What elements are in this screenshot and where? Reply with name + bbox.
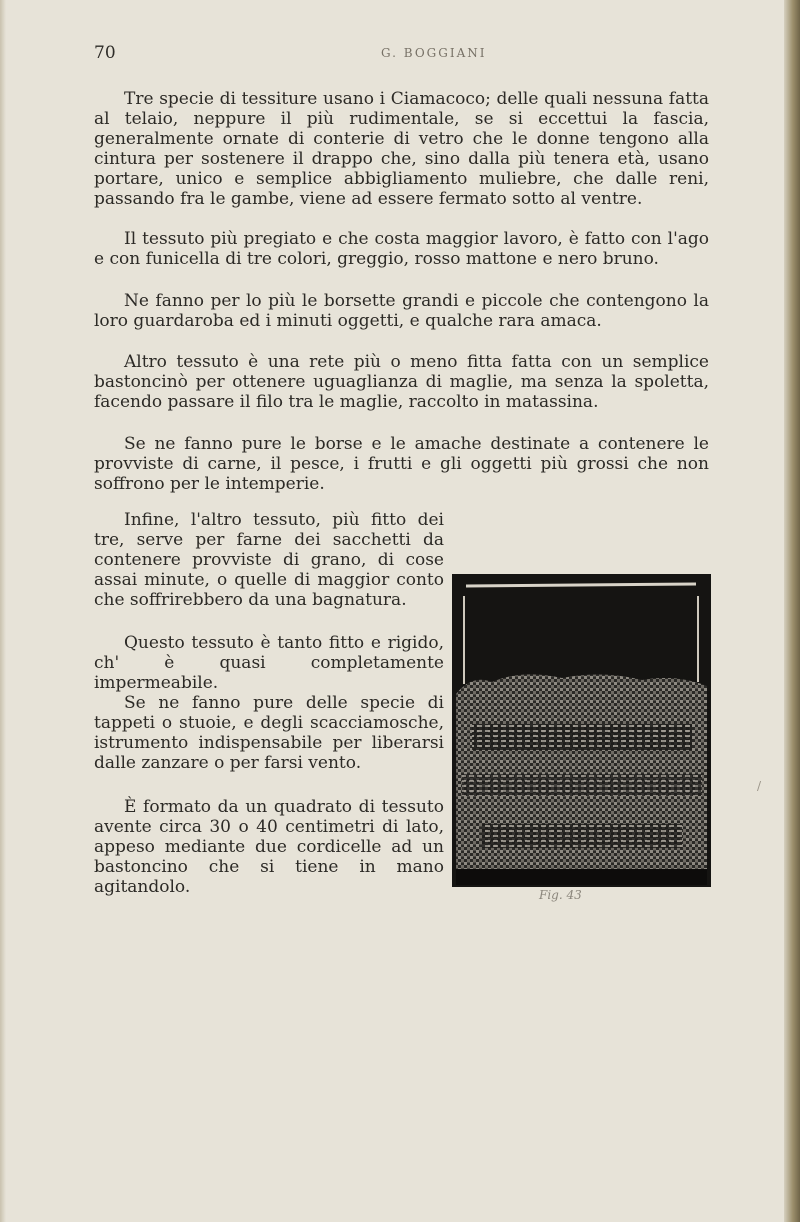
paragraph-3: Ne fanno per lo più le borsette grandi e piccole che contengono la loro guardaroba ed i minuti oggetti, e qualche rara amaca. xyxy=(94,291,709,331)
paragraph-5: Se ne fanno pure le borse e le amache destinate a contenere le provviste di carne, il pesce, i frutti e gli oggetti più grossi che non soffrono per le intemperie. xyxy=(94,434,709,494)
figure-caption: Fig. 43 xyxy=(539,888,582,902)
page-edge-right xyxy=(784,0,800,1222)
paragraph-6: Infine, l'altro tessuto, più fitto dei tre, serve per farne dei sacchetti da contenere provviste di grano, di cose assai minute, o quelle di maggior conto che soffrirebbero da una bagnatura. xyxy=(94,510,444,610)
running-head: G. BOGGIANI xyxy=(381,46,487,60)
paragraph-1: Tre specie di tessiture usano i Ciamacoco; delle quali nessuna fatta al telaio, neppure il più rudimentale, se si eccettui la fascia, generalmente ornate di conterie di vetro che le donne tengono alla cintura per sostenere il drappo che, sino dalla più tenera età, usano portare, unico e semplice abbigliamento muliebre, che dalle reni, passando fra le gambe, viene ad essere fermato sotto al ventre. xyxy=(94,89,709,209)
paragraph-8: Se ne fanno pure delle specie di tappeti o stuoie, e degli scacciamosche, istrumento indispensabile per liberarsi dalle zanzare o per farsi vento. xyxy=(94,693,444,773)
page-edge-left xyxy=(0,0,6,1222)
margin-pencil-mark: / xyxy=(757,779,762,793)
page-number: 70 xyxy=(94,43,116,63)
paragraph-9: È formato da un quadrato di tessuto avente circa 30 o 40 centimetri di lato, appeso mediante due cordicelle ad un bastoncino che si tiene in mano agitandolo. xyxy=(94,797,444,897)
page-header xyxy=(94,43,774,65)
paragraph-7: Questo tessuto è tanto fitto e rigido, ch' è quasi completamente impermeabile. xyxy=(94,633,444,693)
woven-mat-figure xyxy=(452,574,711,887)
paragraph-2: Il tessuto più pregiato e che costa maggior lavoro, è fatto con l'ago e con funicella di tre colori, greggio, rosso mattone e nero bruno. xyxy=(94,229,709,269)
paragraph-4: Altro tessuto è una rete più o meno fitta fatta con un semplice bastoncinò per ottenere uguaglianza di maglie, ma senza la spoletta, facendo passare il filo tra le maglie, raccolto in matassina. xyxy=(94,352,709,412)
woven-mat-illustration xyxy=(452,574,711,887)
